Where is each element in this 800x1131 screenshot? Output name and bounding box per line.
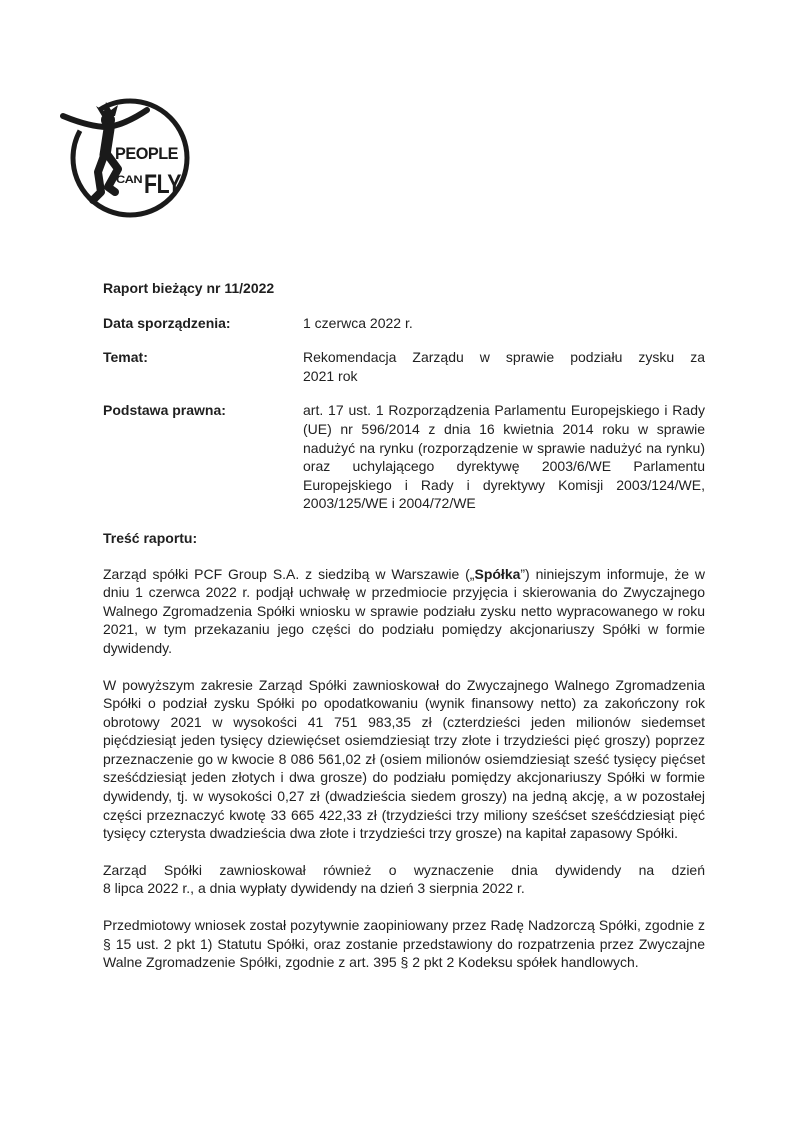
- paragraph-1-company-term: Spółka: [474, 565, 521, 582]
- field-value-legal-basis: art. 17 ust. 1 Rozporządzenia Parlamentu Europejskiego i Rady (UE) nr 596/2014 z dnia 16 kwietnia 2014 roku w sprawie nadużyć na rynku (rozporządzenie w sprawie nadużyć na rynku) oraz uchylającego dyrektywę 2003/6/WE Parlamentu Europejskiego i Rady i dyrektywy Komisji 2003/124/WE, 2003/125/WE i 2004/72/WE: [303, 402, 705, 512]
- paragraph-2: W powyższym zakresie Zarząd Spółki zawnioskował do Zwyczajnego Walnego Zgromadzenia Spółki o podział zysku Spółki po opodatkowaniu (wynik finansowy netto) za zakończony rok obrotowy 2021 w wysokości 41 751 983,35 zł (czterdzieści jeden milionów siedemset pięćdziesiąt jeden tysięcy dziewięćset osiemdziesiąt trzy złote i trzydzieści pięć groszy) poprzez przeznaczenie go w kwocie 8 086 561,02 zł (osiem milionów osiemdziesiąt sześć tysięcy pięćset sześćdziesiąt jeden złotych i dwa grosze) do podziału pomiędzy akcjonariuszy Spółki w formie dywidendy, tj. w wysokości 0,27 zł (dwadzieścia siedem groszy) na jedną akcję, a w pozostałej części przeznaczyć kwotę 33 665 422,33 zł (trzydzieści trzy miliony sześćset sześćdziesiąt pięć tysięcy czterysta dwadzieścia dwa złote i trzydzieści trzy grosze) na kapitał zapasowy Spółki.: [103, 676, 705, 842]
- logo-text-can: CAN: [116, 174, 143, 186]
- field-value-subject: [303, 348, 705, 385]
- paragraph-3-line1: Zarząd Spółki zawnioskował również o wyznaczenie dnia dywidendy na dzień: [103, 861, 705, 878]
- field-value-subject-line1: Rekomendacja Zarządu w sprawie podziału zysku za: [303, 349, 705, 366]
- field-row-subject: [103, 348, 705, 385]
- field-row-date: [103, 314, 705, 333]
- logo-text-people: PEOPLE: [115, 145, 179, 163]
- content-heading: Treść raportu:: [103, 529, 198, 546]
- paragraph-3: [103, 861, 705, 898]
- report-content: [103, 279, 705, 990]
- paragraph-1: [103, 565, 705, 658]
- field-label-subject: Temat:: [103, 349, 148, 366]
- logo-text-fly: FLY: [144, 169, 182, 199]
- report-title: Raport bieżący nr 11/2022: [103, 280, 275, 296]
- people-can-fly-logo: [60, 92, 220, 232]
- paragraph-4: Przedmiotowy wniosek został pozytywnie zaopiniowany przez Radę Nadzorczą Spółki, zgodnie z § 15 ust. 2 pkt 1) Statutu Spółki, oraz zostanie przedstawiony do rozpatrzenia przez Zwyczajne Walne Zgromadzenie Spółki, zgodnie z art. 395 § 2 pkt 2 Kodeksu spółek handlowych.: [103, 917, 705, 971]
- field-label-date: Data sporządzenia:: [103, 314, 231, 331]
- paragraph-3-line2: 8 lipca 2022 r., a dnia wypłaty dywidendy na dzień 3 sierpnia 2022 r.: [103, 880, 525, 897]
- field-value-date: 1 czerwca 2022 r.: [303, 314, 413, 331]
- paragraph-1-text-before: Zarząd spółki PCF Group S.A. z siedzibą w Warszawie („: [103, 565, 475, 582]
- field-row-legal-basis: [103, 401, 705, 513]
- field-value-subject-line2: 2021 rok: [303, 367, 358, 384]
- field-label-legal-basis: Podstawa prawna:: [103, 402, 226, 419]
- paragraph-1-text-after: ”) niniejszym informuje, że w dniu 1 czerwca 2022 r. podjął uchwałę w przedmiocie przyjęcia i skierowania do Zwyczajnego Walnego Zgromadzenia Spółki wniosku w sprawie podziału zysku netto wypracowanego w roku 2021, w tym przekazaniu jego części do podziału pomiędzy akcjonariuszy Spółki w formie dywidendy.: [103, 565, 705, 656]
